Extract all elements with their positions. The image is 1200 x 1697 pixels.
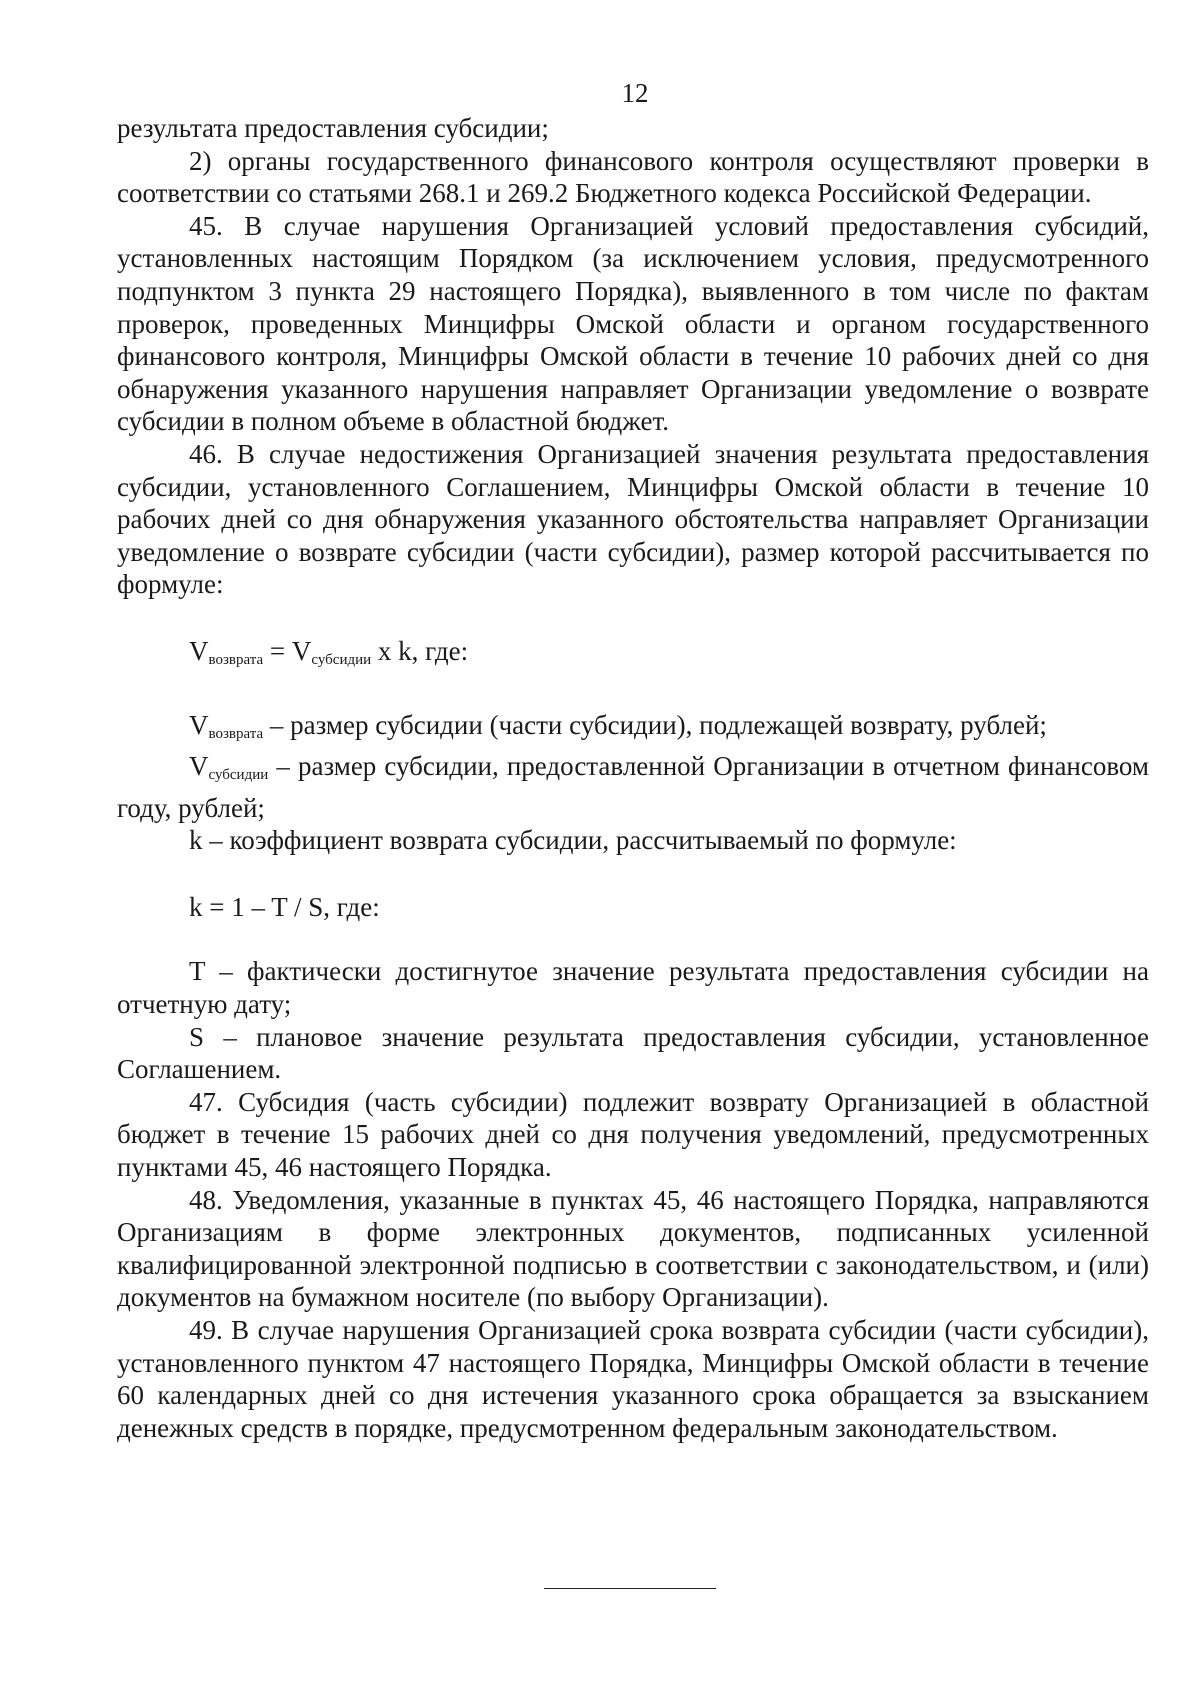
definition-t: T – фактически достигнутое значение результата предоставления субсидии на отчетную дату; (117, 956, 1149, 1020)
def-sub: возврата (208, 725, 264, 742)
paragraph-47: 47. Субсидия (часть субсидии) подлежит возврату Организацией в областной бюджет в течение 15 рабочих дней со дня получения уведомлений, предусмотренных пунктами 45, 46 настоящего Порядка. (117, 1086, 1149, 1183)
paragraph-48: 48. Уведомления, указанные в пунктах 45, 46 настоящего Порядка, направляются Организациям в форме электронных документов, подписанных усиленной квалифицированной электронной подписью в соответствии с законодательством, и (или) документов на бумажном носителе (по выбору Организации). (117, 1184, 1149, 1313)
def-text: – размер субсидии (части субсидии), подлежащей возврату, рублей; (263, 709, 1047, 740)
formula-sub-return: возврата (208, 651, 264, 668)
definition-s: S – плановое значение результата предоставления субсидии, установленное Соглашением. (117, 1021, 1149, 1085)
def-text: – размер субсидии, предоставленной Организации в отчетном финансовом году, рублей; (117, 751, 1149, 823)
def-v: V (189, 709, 209, 740)
formula-v: V (189, 635, 209, 666)
formula-return-amount (117, 635, 1149, 677)
formula-eq: = (263, 635, 292, 666)
definition-v-return (117, 709, 1149, 751)
def-v: V (189, 751, 209, 782)
formula-tail: x k, где: (371, 635, 469, 666)
paragraph-intro: результата предоставления субсидии; (117, 113, 549, 143)
def-sub: субсидии (208, 767, 269, 784)
formula-coefficient: k = 1 – T / S, где: (189, 891, 380, 922)
definition-v-subsidy (117, 750, 1149, 824)
paragraph-46: 46. В случае недостижения Организацией значения результата предоставления субсидии, установленного Соглашением, Минцифры Омской области в течение 10 рабочих дней со дня обнаружения указанного обстоятельства направляет Организации уведомление о возврате субсидии (части субсидии), размер которой рассчитывается по формуле: (117, 438, 1149, 600)
page-number: 12 (621, 78, 649, 108)
formula-sub-subsidy: субсидии (311, 651, 372, 668)
definition-k: k – коэффициент возврата субсидии, рассчитываемый по формуле: (189, 825, 957, 856)
formula-v2: V (291, 635, 312, 666)
paragraph-2: 2) органы государственного финансового контроля осуществляют проверки в соответствии со статьями 268.1 и 269.2 Бюджетного кодекса Российской Федерации. (117, 145, 1149, 209)
paragraph-45: 45. В случае нарушения Организацией условий предоставления субсидий, установленных настоящим Порядком (за исключением условия, предусмотренного подпунктом 3 пункта 29 настоящего Порядка), выявленного в том числе по фактам проверок, проведенных Минцифры Омской области и органом государственного финансового контроля, Минцифры Омской области в течение 10 рабочих дней со дня обнаружения указанного нарушения направляет Организации уведомление о возврате субсидии в полном объеме в областной бюджет. (117, 210, 1149, 437)
closing-rule (544, 1588, 716, 1589)
paragraph-49: 49. В случае нарушения Организацией срока возврата субсидии (части субсидии), установленного пунктом 47 настоящего Порядка, Минцифры Омской области в течение 60 календарных дней со дня истечения указанного срока обращается за взысканием денежных средств в порядке, предусмотренном федеральным законодательством. (117, 1315, 1149, 1443)
document-body (117, 112, 1149, 1444)
